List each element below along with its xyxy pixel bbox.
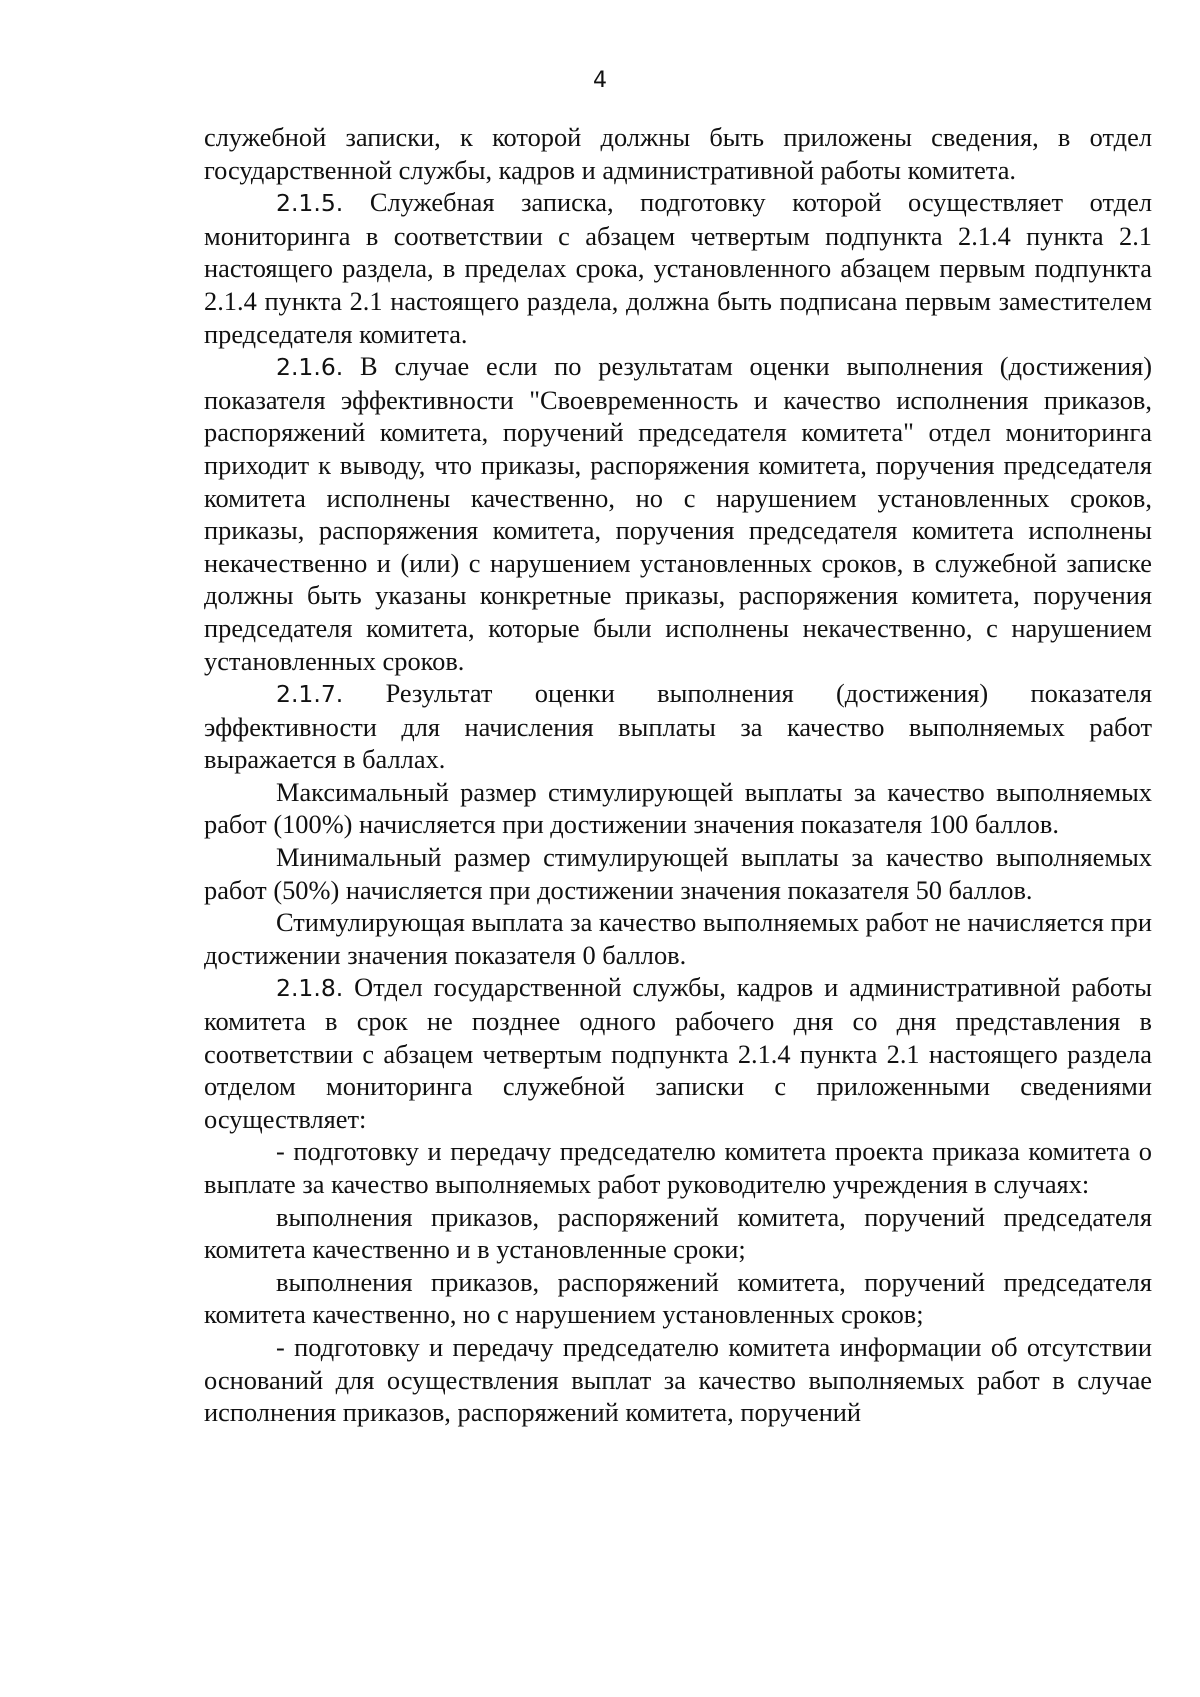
paragraph xyxy=(204,906,1152,971)
page-number: 4 xyxy=(593,68,607,93)
clause-number: 2.1.7. xyxy=(276,680,344,709)
paragraph-text: служебной записки, к которой должны быть приложены сведения, в отдел государственной службы, кадров и административной работы комитета. xyxy=(204,122,1152,185)
paragraph xyxy=(204,1135,1152,1200)
document-body xyxy=(204,121,1152,1429)
clause-number: 2.1.6. xyxy=(276,353,344,382)
paragraph-text: Результат оценки выполнения (достижения) показателя эффективности для начисления выплаты за качество выполняемых работ выражается в баллах. xyxy=(204,678,1152,775)
paragraph-text: выполнения приказов, распоряжений комитета, поручений председателя комитета качественно и в установленные сроки; xyxy=(204,1201,1152,1265)
paragraph xyxy=(204,841,1152,906)
paragraph xyxy=(204,186,1152,350)
paragraph-text: Отдел государственной службы, кадров и административной работы комитета в срок не позднее одного рабочего дня со дня представления в соответствии с абзацем четвертым подпункта 2.1.4 пункта 2.1 настоящего раздела отделом мониторинга служебной записки с приложенными сведениями осуществляет: xyxy=(204,972,1152,1134)
paragraph-text: Служебная записка, подготовку которой осуществляет отдел мониторинга в соответствии с абзацем четвертым подпункта 2.1.4 пункта 2.1 настоящего раздела, в пределах срока, установленного абзацем первым подпункта 2.1.4 пункта 2.1 настоящего раздела, должна быть подписана первым заместителем председателя комитета. xyxy=(204,187,1152,349)
paragraph-text: - подготовку и передачу председателю комитета проекта приказа комитета о выплате за качество выполняемых работ руководителю учреждения в случаях: xyxy=(204,1136,1152,1199)
paragraph xyxy=(204,1266,1152,1331)
paragraph xyxy=(204,677,1152,776)
paragraph-text: - подготовку и передачу председателю комитета информации об отсутствии оснований для осуществления выплат за качество выполняемых работ в случае исполнения приказов, распоряжений комитета, поручений xyxy=(204,1331,1152,1428)
paragraph xyxy=(204,1331,1152,1429)
clause-number: 2.1.5. xyxy=(276,189,344,218)
paragraph xyxy=(204,1201,1152,1266)
paragraph-text: Стимулирующая выплата за качество выполняемых работ не начисляется при достижении значения показателя 0 баллов. xyxy=(204,907,1152,970)
paragraph xyxy=(204,121,1152,186)
paragraph-text: Минимальный размер стимулирующей выплаты за качество выполняемых работ (50%) начисляется при достижении значения показателя 50 баллов. xyxy=(204,842,1152,905)
clause-number: 2.1.8. xyxy=(276,974,344,1003)
paragraph xyxy=(204,350,1152,677)
paragraph-text: выполнения приказов, распоряжений комитета, поручений председателя комитета качественно, но с нарушением установленных сроков; xyxy=(204,1266,1152,1330)
paragraph-text: В случае если по результатам оценки выполнения (достижения) показателя эффективности "Своевременность и качество исполнения приказов, распоряжений комитета, поручений председателя комитета" отдел мониторинга приходит к выводу, что приказы, распоряжения комитета, поручения председателя комитета исполнены качественно, но с нарушением установленных сроков, приказы, распоряжения комитета, поручения председателя комитета исполнены некачественно и (или) с нарушением установленных сроков, в служебной записке должны быть указаны конкретные приказы, распоряжения комитета, поручения председателя комитета, которые были исполнены некачественно, с нарушением установленных сроков. xyxy=(204,351,1152,676)
paragraph xyxy=(204,971,1152,1135)
paragraph-text: Максимальный размер стимулирующей выплаты за качество выполняемых работ (100%) начисляется при достижении значения показателя 100 баллов. xyxy=(204,776,1152,840)
paragraph xyxy=(204,776,1152,841)
